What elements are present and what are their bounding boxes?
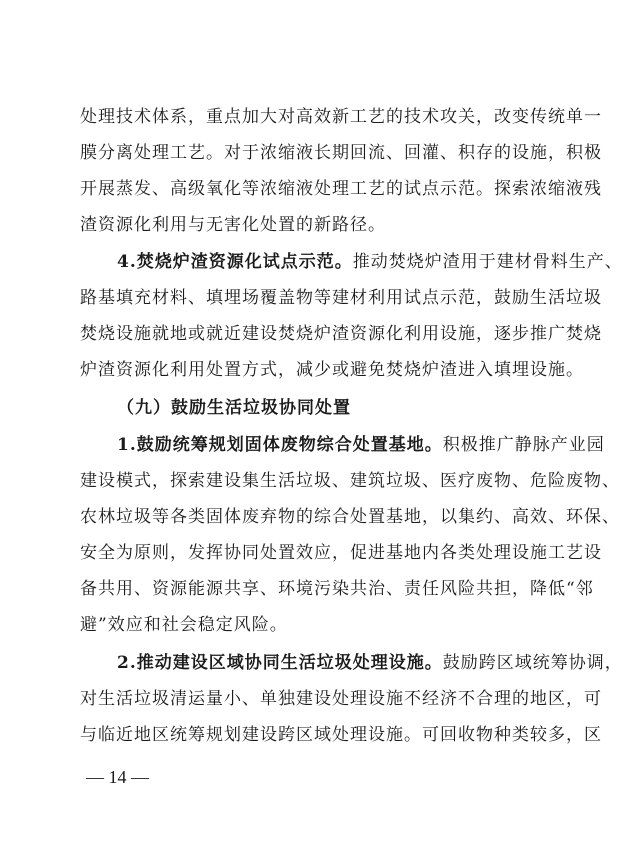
body-text-line: 炉渣资源化利用处置方式，减少或避免焚烧炉渣进入填埋设施。: [80, 360, 584, 380]
item-heading: 1.鼓励统筹规划固体废物综合处置基地。: [117, 435, 443, 455]
item-heading: 2.推动建设区域协同生活垃圾处理设施。: [117, 653, 443, 673]
paragraph-item-4: [117, 248, 623, 276]
body-text-line: 避”效应和社会稳定风险。: [80, 615, 288, 635]
body-text-line: 路基填充材料、填埋场覆盖物等建材利用试点示范，鼓励生活垃圾: [80, 288, 602, 308]
body-text-line: 处理技术体系，重点加大对高效新工艺的技术攻关，改变传统单一: [80, 107, 602, 127]
body-text-line: 备共用、资源能源共享、环境污染共治、责任风险共担，降低“邻: [80, 579, 594, 599]
page-number: — 14 —: [86, 767, 149, 787]
body-text-line: 与临近地区统筹规划建设跨区域处理设施。可回收物种类较多，区: [80, 725, 602, 745]
section-heading-9: （九）鼓励生活垃圾协同处置: [117, 398, 351, 418]
item-body: 鼓励跨区域统筹协调，: [442, 653, 623, 673]
item-heading: 4.焚烧炉渣资源化试点示范。: [117, 252, 353, 272]
body-text-line: 安全为原则，发挥协同处置效应，促进基地内各类处理设施工艺设: [80, 543, 602, 563]
body-text-line: 开展蒸发、高级氧化等浓缩液处理工艺的试点示范。探索浓缩液残: [80, 179, 602, 199]
paragraph-item-2: [117, 649, 623, 677]
body-text-line: 渣资源化利用与无害化处置的新路径。: [80, 215, 386, 235]
body-text-line: 焚烧设施就地或就近建设焚烧炉渣资源化利用设施，逐步推广焚烧: [80, 324, 602, 344]
paragraph-item-1: [117, 431, 605, 459]
body-text-line: 膜分离处理工艺。对于浓缩液长期回流、回灌、积存的设施，积极: [80, 143, 602, 163]
item-body: 推动焚烧炉渣用于建材骨料生产、: [352, 252, 623, 272]
body-text-line: 农林垃圾等各类固体废弃物的综合处置基地，以集约、高效、环保、: [80, 507, 620, 527]
body-text-line: 建设模式，探索建设集生活垃圾、建筑垃圾、医疗废物、危险废物、: [80, 471, 620, 491]
body-text-line: 对生活垃圾清运量小、单独建设处理设施不经济不合理的地区，可: [80, 689, 602, 709]
item-body: 积极推广静脉产业园: [442, 435, 605, 455]
